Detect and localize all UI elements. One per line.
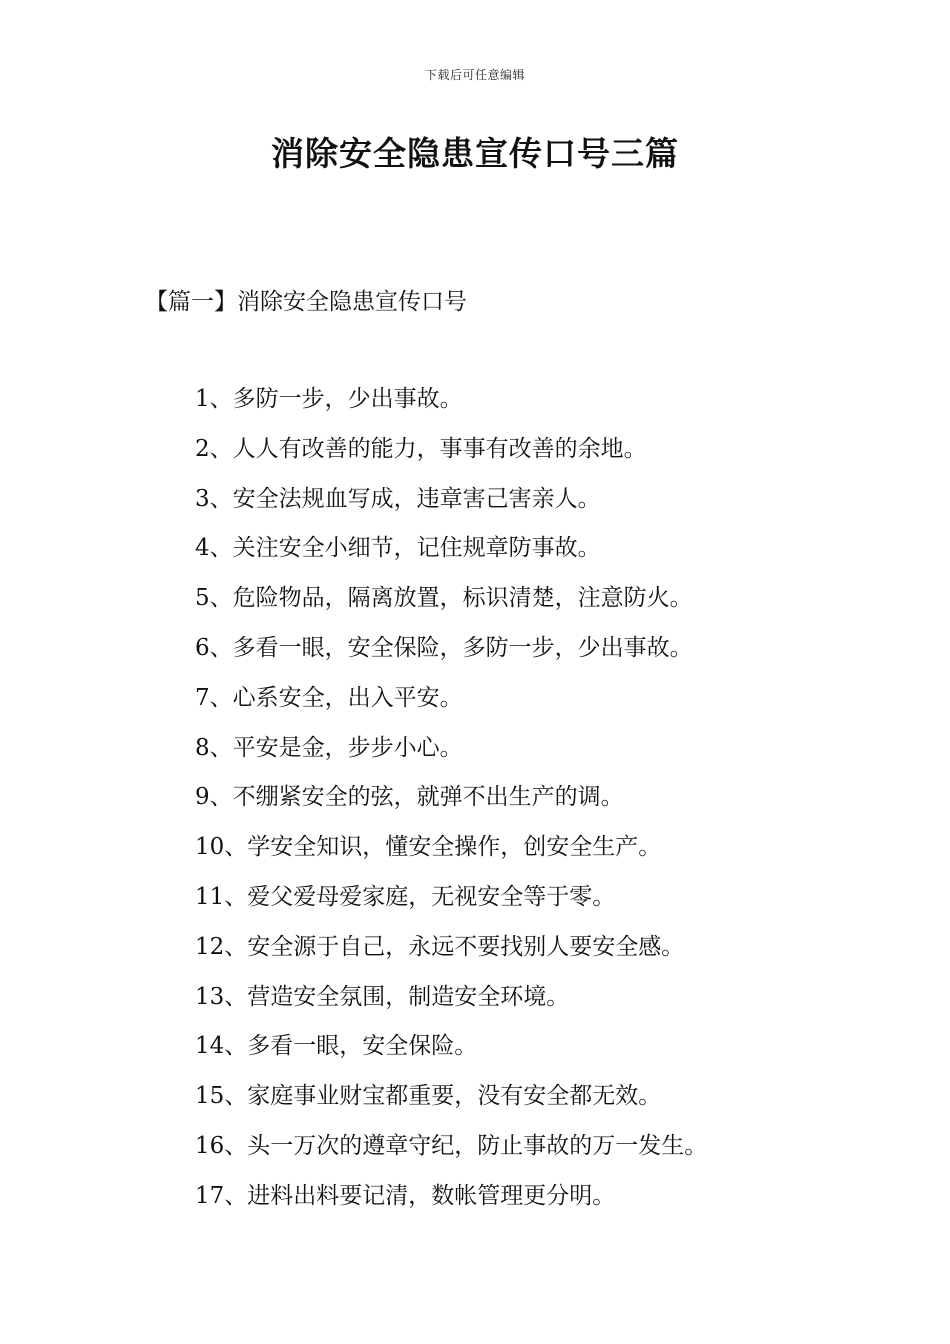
slogan-item: 3、安全法规血写成，违章害己害亲人。 bbox=[195, 485, 601, 512]
slogan-item: 5、危险物品，隔离放置，标识清楚，注意防火。 bbox=[195, 585, 693, 612]
slogan-item: 12、安全源于自己，永远不要找别人要安全感。 bbox=[195, 933, 685, 960]
slogan-list bbox=[195, 380, 707, 1227]
slogan-item: 10、学安全知识，懂安全操作，创安全生产。 bbox=[195, 834, 662, 861]
header-note: 下载后可任意编辑 bbox=[424, 68, 525, 82]
document-title: 消除安全隐患宣传口号三篇 bbox=[271, 134, 679, 173]
slogan-item: 11、爱父爱母爱家庭，无视安全等于零。 bbox=[195, 883, 616, 910]
slogan-item: 7、心系安全，出入平安。 bbox=[195, 684, 463, 711]
slogan-item: 6、多看一眼，安全保险，多防一步，少出事故。 bbox=[195, 634, 693, 661]
slogan-item: 17、进料出料要记清，数帐管理更分明。 bbox=[195, 1182, 616, 1209]
slogan-item: 4、关注安全小细节，记住规章防事故。 bbox=[195, 535, 601, 562]
slogan-item: 9、不绷紧安全的弦，就弹不出生产的调。 bbox=[195, 784, 624, 811]
slogan-item: 15、家庭事业财宝都重要，没有安全都无效。 bbox=[195, 1083, 662, 1110]
slogan-item: 13、营造安全氛围，制造安全环境。 bbox=[195, 983, 570, 1010]
slogan-item: 8、平安是金，步步小心。 bbox=[195, 734, 463, 761]
slogan-item: 1、多防一步，少出事故。 bbox=[195, 386, 463, 412]
section-heading: 【篇一】消除安全隐患宣传口号 bbox=[145, 289, 467, 315]
slogan-item: 2、人人有改善的能力，事事有改善的余地。 bbox=[195, 435, 647, 462]
slogan-item: 16、头一万次的遵章守纪，防止事故的万一发生。 bbox=[195, 1132, 708, 1159]
slogan-item: 14、多看一眼，安全保险。 bbox=[195, 1033, 478, 1060]
